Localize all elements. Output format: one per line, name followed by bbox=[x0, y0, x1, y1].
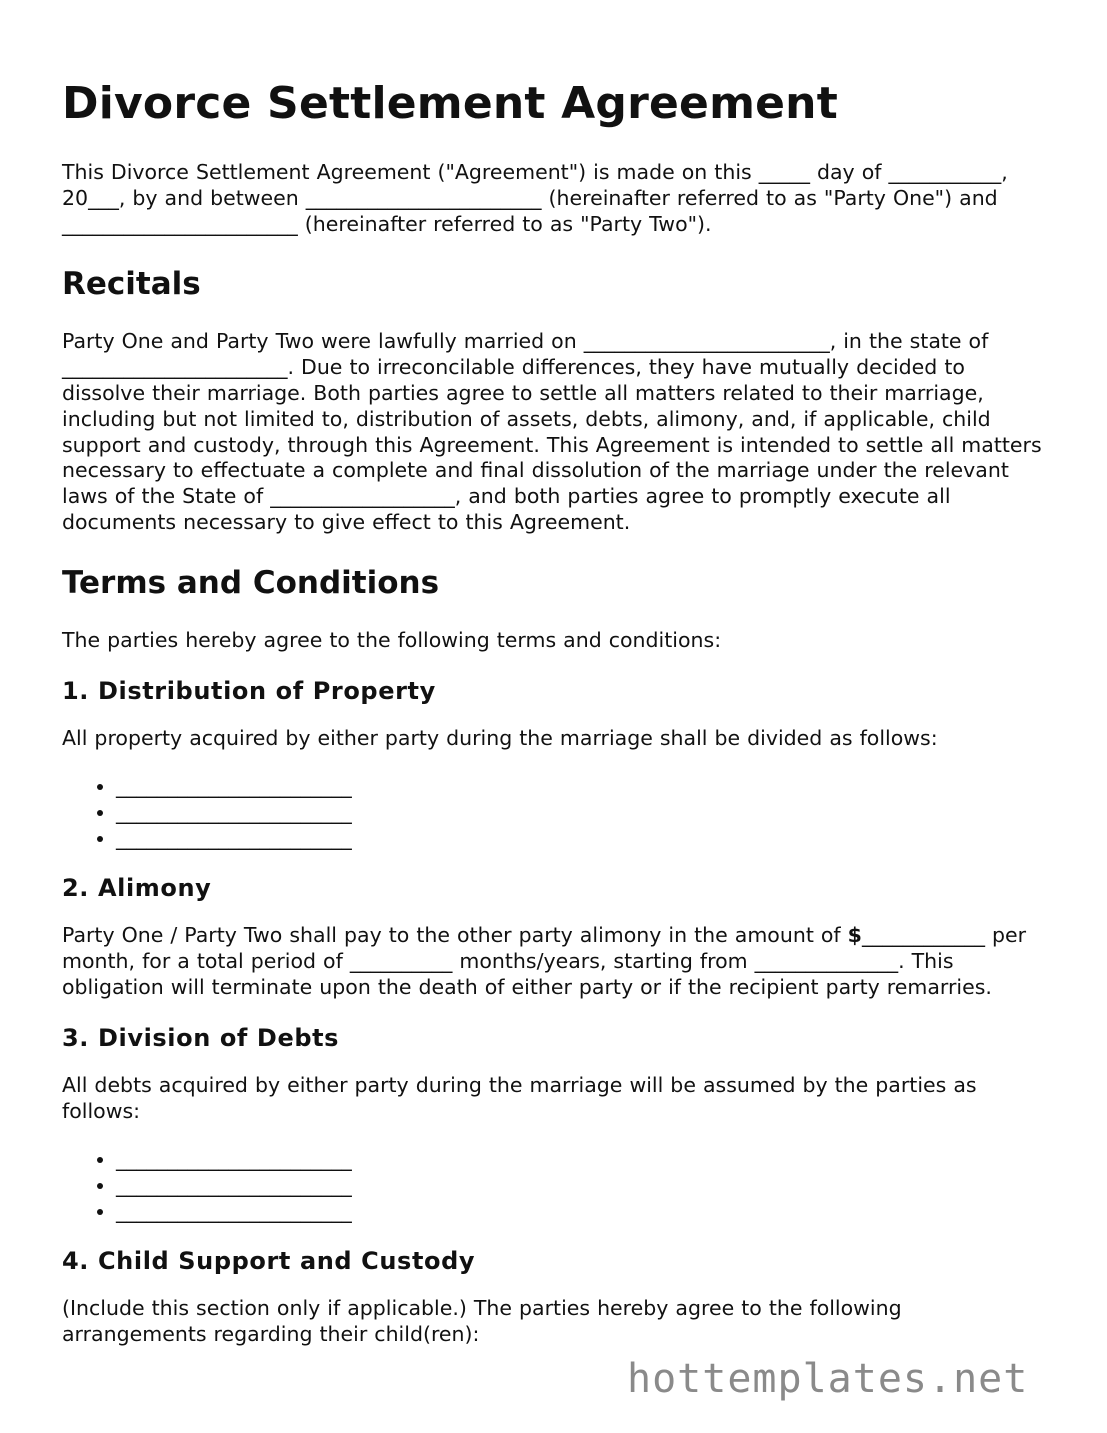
alimony-paragraph bbox=[62, 923, 1052, 1000]
alimony-text-after: ____________ per month, for a total period of __________ months/years, starting from ______________. This obligation will terminate upon the death of either party or if the recipient party remarries. bbox=[62, 923, 1027, 999]
list-item: • _______________________ bbox=[116, 799, 1052, 825]
recitals-paragraph: Party One and Party Two were lawfully married on ________________________, in the state of ______________________. Due to irreconcilable differences, they have mutually decided to dissolve their marriage. Both parties agree to settle all matters related to their marriage, including but not limited to, distribution of assets, debts, alimony, and, if applicable, child support and custody, through this Agreement. This Agreement is intended to settle all matters necessary to effectuate a complete and final dissolution of the marriage under the relevant laws of the State of __________________, and both parties agree to promptly execute all documents necessary to give effect to this Agreement. bbox=[62, 329, 1042, 534]
document-title: Divorce Settlement Agreement bbox=[62, 78, 838, 129]
debts-heading: 3. Division of Debts bbox=[62, 1023, 340, 1052]
custody-heading: 4. Child Support and Custody bbox=[62, 1247, 476, 1276]
custody-paragraph: (Include this section only if applicable.) The parties hereby agree to the following arrangements regarding their child(ren): bbox=[62, 1296, 902, 1347]
list-item: • _______________________ bbox=[116, 1198, 1052, 1224]
property-heading: 1. Distribution of Property bbox=[62, 676, 436, 705]
property-list bbox=[62, 773, 1052, 851]
debts-list bbox=[62, 1146, 1052, 1224]
intro-paragraph: This Divorce Settlement Agreement ("Agreement") is made on this _____ day of ___________, 20___, by and between _______________________ (hereinafter referred to as "Party One") and _______________________ (hereinafter referred to as "Party Two"). bbox=[62, 160, 1008, 236]
alimony-heading: 2. Alimony bbox=[62, 874, 212, 903]
watermark: hottemplates.net bbox=[627, 1356, 1029, 1402]
recitals-heading: Recitals bbox=[62, 266, 201, 303]
terms-intro: The parties hereby agree to the following terms and conditions: bbox=[62, 627, 722, 652]
alimony-dollar-sign: $ bbox=[847, 923, 862, 948]
alimony-text-before: Party One / Party Two shall pay to the other party alimony in the amount of bbox=[62, 923, 848, 948]
list-item: • _______________________ bbox=[116, 825, 1052, 851]
list-item: • _______________________ bbox=[116, 1172, 1052, 1198]
debts-paragraph: All debts acquired by either party during the marriage will be assumed by the parties as follows: bbox=[62, 1072, 977, 1123]
list-item: • _______________________ bbox=[116, 773, 1052, 799]
property-paragraph: All property acquired by either party during the marriage shall be divided as follows: bbox=[62, 725, 938, 750]
document-page bbox=[62, 76, 1052, 1370]
terms-heading: Terms and Conditions bbox=[62, 564, 440, 601]
list-item: • _______________________ bbox=[116, 1146, 1052, 1172]
